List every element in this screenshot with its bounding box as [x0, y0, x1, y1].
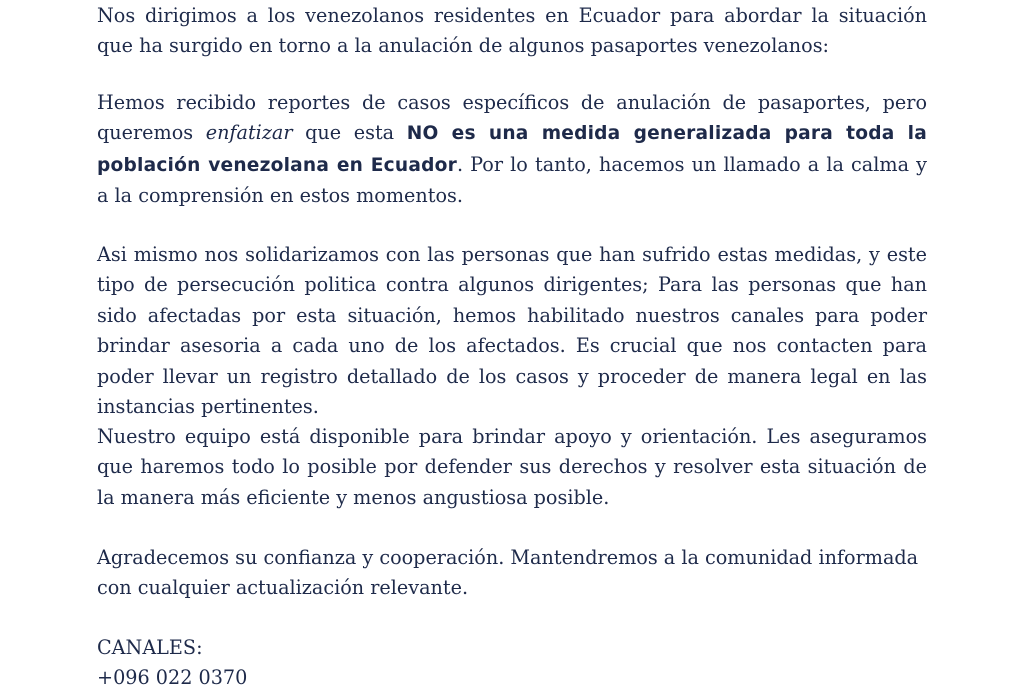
support-paragraph: Nuestro equipo está disponible para brindar apoyo y orientación. Les aseguramos que haremos todo lo posible por defender sus derechos y resolver esta situación de la manera más eficiente y menos angustiosa posible. [97, 425, 927, 509]
bold-statement: NO es una medida generalizada para toda la población venezolana en Ecuador [97, 123, 927, 176]
channels-heading: CANALES: [97, 636, 203, 659]
solidarity-paragraph: Asi mismo nos solidarizamos con las personas que han sufrido estas medidas, y este tipo de persecución politica contra algunos dirigentes; Para las personas que han sido afectadas por esta situación, hemos habilitado nuestros canales para poder brindar asesoria a cada uno de los afectados. Es crucial que nos contacten para poder llevar un registro detallado de los casos y proceder de manera legal en las instancias pertinentes. [97, 243, 927, 419]
passport-annulment-paragraph [97, 88, 927, 212]
paragraph-text: Hemos recibido reportes de casos específicos de anulación de pasaportes, pero queremos [97, 91, 927, 145]
emphasis-text: enfatizar [205, 121, 293, 145]
thanks-paragraph: Agradecemos su confianza y cooperación. Mantendremos a la comunidad informada con cualquier actualización relevante. [97, 546, 919, 600]
channels-section [97, 633, 927, 694]
channel-phone[interactable]: +096 022 0370 [97, 666, 248, 690]
paragraph-text: . Por lo tanto, hacemos un llamado a la calma y a la comprensión en estos momentos. [97, 152, 927, 208]
paragraph-text: que esta [292, 121, 407, 145]
intro-paragraph: Nos dirigimos a los venezolanos residentes en Ecuador para abordar la situación que ha surgido en torno a la anulación de algunos pasaportes venezolanos: [97, 4, 927, 58]
